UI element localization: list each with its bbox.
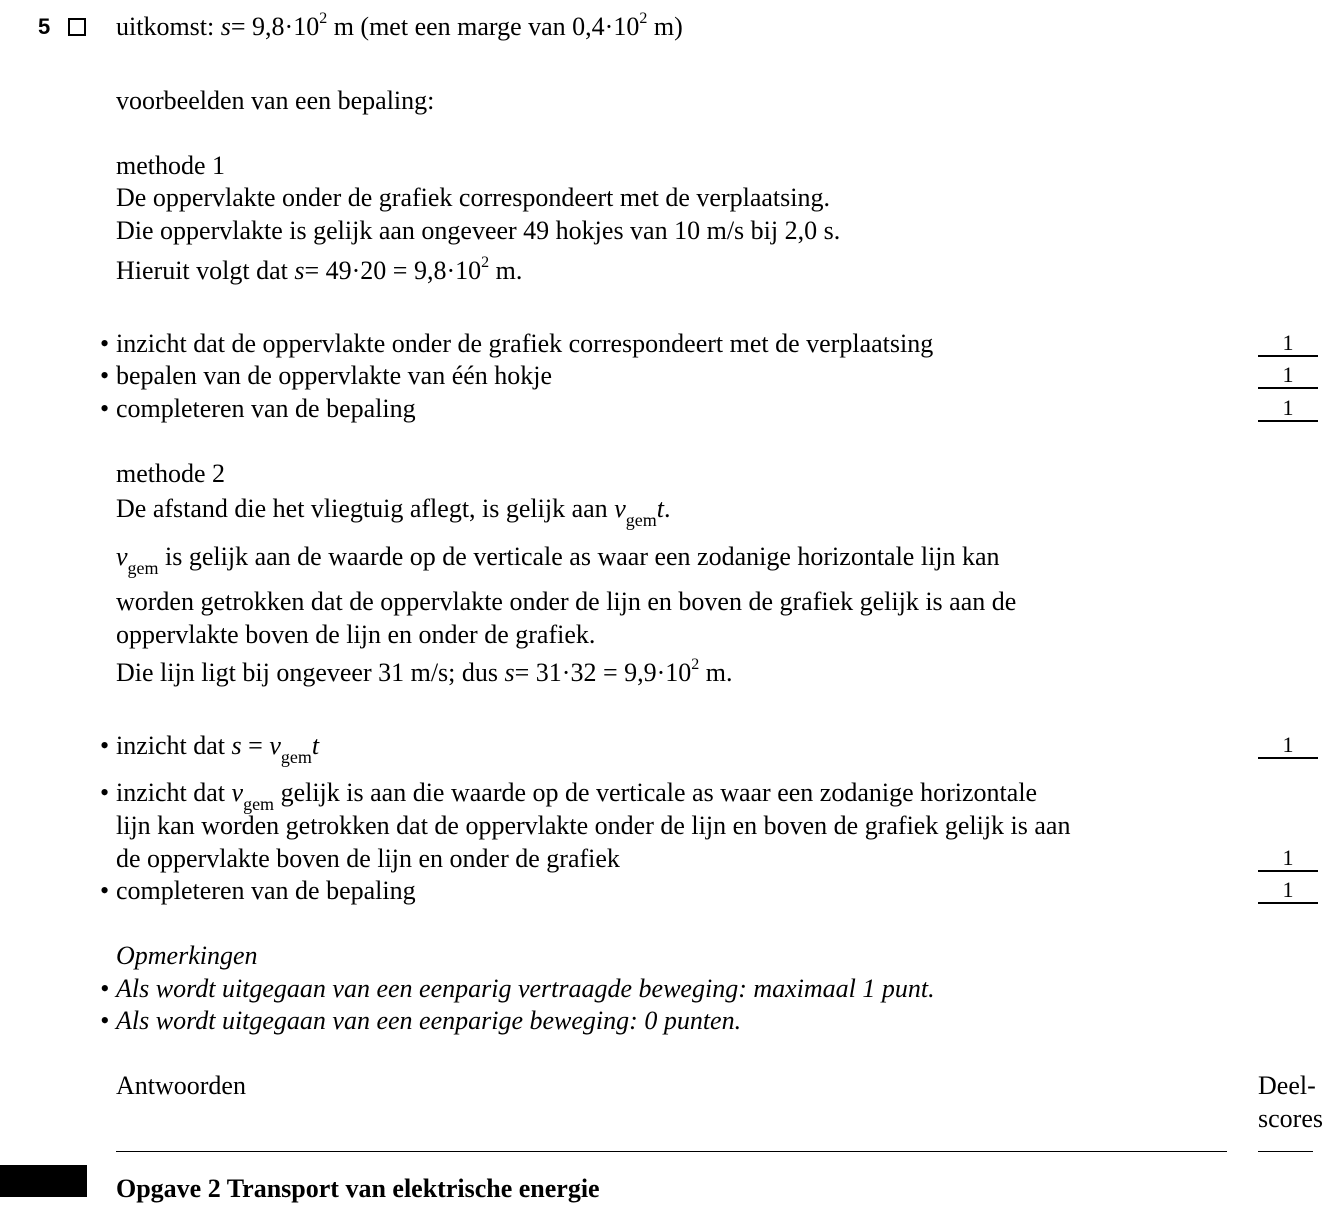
method2-score-3: 1 bbox=[1258, 879, 1318, 904]
method2-sub-gem: gem bbox=[625, 510, 657, 530]
examples-intro: voorbeelden van een bepaling: bbox=[116, 86, 435, 115]
outcome-label: uitkomst: bbox=[116, 12, 215, 41]
outcome-end: m) bbox=[647, 12, 683, 41]
method2-criterion1-pre: inzicht dat bbox=[116, 731, 226, 760]
method2-line1-end: . bbox=[663, 494, 671, 523]
question-number: 5 bbox=[38, 14, 51, 39]
method2-var-v: v bbox=[614, 494, 626, 523]
method2-criterion-2-line3: de oppervlakte boven de lijn en onder de grafiek bbox=[116, 844, 620, 873]
outcome-rest: m (met een marge van 0,4·10 bbox=[327, 12, 640, 41]
method2-line5-exponent: 2 bbox=[691, 656, 700, 673]
question-checkbox[interactable] bbox=[68, 18, 86, 36]
method2-score-2: 1 bbox=[1258, 847, 1318, 872]
outcome-var-s: s bbox=[220, 12, 231, 41]
remark-1: • Als wordt uitgegaan van een eenparig vertraagde beweging: maximaal 1 punt. bbox=[116, 976, 935, 1002]
method2-line5-var-s: s bbox=[504, 658, 515, 687]
method2-line5-formula: = 31·32 = 9,9·10 bbox=[514, 658, 692, 687]
method2-criterion2-rest: gelijk is aan die waarde op de verticale as waar een zodanige horizontale bbox=[274, 778, 1038, 807]
method2-criterion-2-line2: lijn kan worden getrokken dat de oppervlakte onder de lijn en boven de grafiek gelijk is aan bbox=[116, 811, 1071, 840]
score-label-line1: Deel- bbox=[1258, 1071, 1316, 1100]
method2-line5 bbox=[116, 656, 733, 687]
method1-score-2: 1 bbox=[1258, 364, 1318, 389]
method2-line1-pre: De afstand die het vliegtuig aflegt, is gelijk aan bbox=[116, 494, 608, 523]
method2-criterion1-var-v: v bbox=[269, 731, 281, 760]
method2-line2-var-v: v bbox=[116, 542, 128, 571]
method1-line1: De oppervlakte onder de grafiek correspondeert met de verplaatsing. bbox=[116, 183, 830, 212]
outcome-exponent: 2 bbox=[319, 10, 328, 27]
method2-criterion-2-line1 bbox=[116, 778, 1038, 814]
method2-criterion-3: • completeren van de bepaling bbox=[116, 878, 416, 904]
score-label-line2: scores bbox=[1258, 1104, 1323, 1133]
method2-criterion1-sub: gem bbox=[280, 747, 312, 767]
method1-score-1: 1 bbox=[1258, 332, 1318, 357]
method2-line2-rest: is gelijk aan de waarde op de verticale as waar een zodanige horizontale lijn kan bbox=[158, 542, 1000, 571]
method2-line2 bbox=[116, 542, 1000, 578]
outcome-line bbox=[116, 10, 683, 41]
next-section-title: Opgave 2 Transport van elektrische energie bbox=[116, 1174, 600, 1203]
remarks-title: Opmerkingen bbox=[116, 941, 258, 970]
outcome-formula: = 9,8·10 bbox=[230, 12, 320, 41]
method1-criterion-1: • inzicht dat de oppervlakte onder de grafiek correspondeert met de verplaatsing bbox=[116, 331, 933, 357]
outcome-rest-exponent: 2 bbox=[639, 10, 648, 27]
method1-score-3: 1 bbox=[1258, 397, 1318, 422]
method2-criterion2-var-v: v bbox=[231, 778, 244, 807]
method2-line3: worden getrokken dat de oppervlakte onder de lijn en boven de grafiek gelijk is aan de bbox=[116, 587, 1017, 616]
method2-line5-end: m. bbox=[699, 658, 733, 687]
method1-criterion-2: • bepalen van de oppervlakte van één hokje bbox=[116, 363, 552, 389]
method2-criterion2-pre: inzicht dat bbox=[116, 778, 226, 807]
method1-line3-pre: Hieruit volgt dat bbox=[116, 256, 288, 285]
method2-criterion2-sub: gem bbox=[243, 794, 275, 814]
method2-criterion-1 bbox=[116, 731, 320, 767]
remark-2: • Als wordt uitgegaan van een eenparige beweging: 0 punten. bbox=[116, 1008, 741, 1034]
footer-divider bbox=[116, 1151, 1227, 1152]
method2-criterion1-var-t: t bbox=[311, 731, 320, 760]
method2-line4: oppervlakte boven de lijn en onder de grafiek. bbox=[116, 620, 596, 649]
method2-score-1: 1 bbox=[1258, 734, 1318, 759]
method1-var-s: s bbox=[294, 256, 305, 285]
method2-title: methode 2 bbox=[116, 459, 226, 488]
score-column-divider bbox=[1258, 1151, 1313, 1152]
method1-line3 bbox=[116, 254, 523, 285]
method2-var-t: t bbox=[656, 494, 664, 523]
method2-line2-sub-gem: gem bbox=[127, 558, 159, 578]
method1-criterion-3: • completeren van de bepaling bbox=[116, 396, 416, 422]
method1-title: methode 1 bbox=[116, 151, 226, 180]
answers-label: Antwoorden bbox=[116, 1071, 246, 1100]
method1-formula: = 49·20 = 9,8·10 bbox=[304, 256, 482, 285]
method1-exponent: 2 bbox=[481, 254, 490, 271]
section-marker-bar bbox=[0, 1165, 87, 1197]
method2-criterion1-eq: = bbox=[248, 731, 263, 760]
method2-criterion1-var-s: s bbox=[231, 731, 242, 760]
method1-line3-end: m. bbox=[489, 256, 523, 285]
method2-line1 bbox=[116, 494, 671, 530]
method2-line5-pre: Die lijn ligt bij ongeveer 31 m/s; dus bbox=[116, 658, 499, 687]
method1-line2: Die oppervlakte is gelijk aan ongeveer 49 hokjes van 10 m/s bij 2,0 s. bbox=[116, 216, 841, 245]
